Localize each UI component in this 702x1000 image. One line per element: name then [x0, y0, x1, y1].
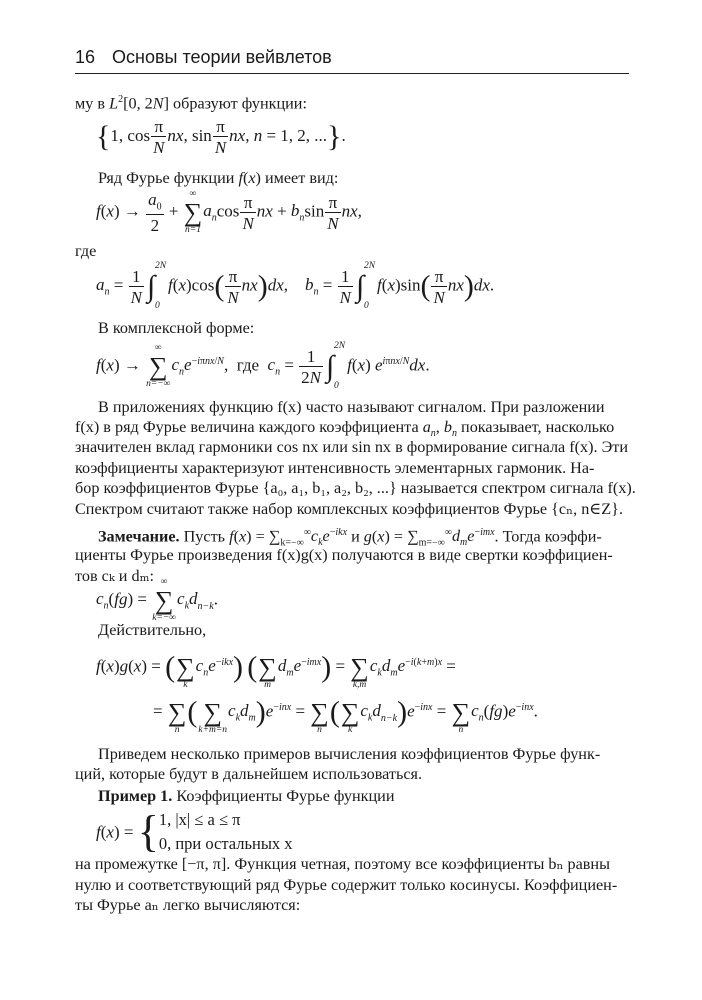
text-line: коэффициенты характеризуют интенсивность элементарных гармоник. На-	[75, 459, 595, 477]
formula-product-line1: f(x)g(x) = ( ∑ k $c_ne^{-ikx}$) ( ∑ m $d_me^{-imx}$) = ∑ k,m $c_kd_me^{-i(k+m)x}$ =	[96, 650, 456, 690]
text-line: Действительно,	[98, 621, 207, 639]
text-line: тов cₖ и dₘ:	[75, 567, 155, 585]
text-line: Приведем несколько примеров вычисления коэффициентов Фурье функ-	[98, 745, 601, 763]
piecewise-case-1: 1, |x| ≤ a ≤ π	[158, 810, 241, 829]
text-line: ты Фурье aₙ легко вычисляются:	[75, 896, 301, 914]
text-line: циенты Фурье произведения f(x)g(x) получаются в виде свертки коэффициен-	[75, 546, 613, 564]
page-number: 16	[75, 47, 96, 67]
header-rule	[75, 73, 629, 74]
text-line: Замечание. Пусть $f(x) = \sum_{k=-\infty}^\infty c_ke^{-ikx}$ и $g(x) = \sum_{m=-\infty}^\infty d_me^{-imx}$. Тогда коэффи-	[98, 527, 602, 549]
text-line: Пример 1. Коэффициенты Фурье функции	[98, 787, 395, 805]
text-line: бор коэффициентов Фурье {a₀, a₁, b₁, a₂, b₂, ...} называется спектром сигнала f(x).	[75, 479, 636, 497]
text-line: ций, которые будут в дальнейшем использоваться.	[75, 765, 423, 783]
text-line: нулю и соответствующий ряд Фурье содержит только косинусы. Коэффициен-	[75, 876, 618, 894]
text-line: f(x) в ряд Фурье величина каждого коэффициента $a_n$, $b_n$ показывает, насколько	[75, 418, 615, 440]
text-line: Спектром считают также набор комплексных коэффициентов Фурье {cₙ, n∈Z}.	[75, 500, 623, 518]
formula-product-line2: = ∑ n ( ∑ k+m=n $c_kd_m)e^{-inx}$ = ∑ n ( ∑ k $c_kd_{n-k})e^{-inx}$ = ∑ n $c_n(fg)e^{-inx}$.	[153, 695, 538, 735]
text-line: В приложениях функцию f(x) часто называют сигналом. При разложении	[98, 398, 605, 416]
formula-coefficients: $a_n$ = $\frac{1}{N}$ 2N ∫ 0 f(x)cos( $\frac{\pi}{N}$ nx)dx, $b_n$ = $\frac{1}{N}$ 2N ∫ 0 f(x)sin( $\frac{\pi}{N}$ nx)dx.	[96, 261, 495, 311]
text-line: где	[75, 242, 97, 260]
text-line: Ряд Фурье функции f(x) имеет вид:	[98, 169, 339, 187]
running-title: Основы теории вейвлетов	[112, 47, 332, 67]
piecewise-case-2: 0, при остальных x	[158, 834, 293, 853]
text-line: на промежутке [−π, π]. Функция четная, поэтому все коэффициенты bₙ равны	[75, 855, 610, 873]
text-line: му в $L^2[0$, 2N] образуют функции:	[75, 94, 307, 113]
formula-convolution: $c_n(fg)$ = ∞ ∑ k=−∞ $c_kd_{n-k}$.	[96, 577, 218, 623]
text-line: значителен вклад гармоники cos nx или sin nx в формирование сигнала f(x). Эти	[75, 438, 629, 456]
formula-set: {1, cos $\frac{\pi}{N}$ nx, sin $\frac{\pi}{N}$ nx, n = 1, 2, ...}.	[96, 117, 346, 157]
formula-complex: f(x) → ∞ ∑ n=−∞ $c_ne^{-i\pi nx/N}$, где $c_n$ = $\frac{1}{2N}$ 2N ∫ 0 f(x) $e^{i\pi nx/N}dx$.	[96, 341, 430, 391]
text-line: В комплексной форме:	[98, 319, 255, 337]
formula-series: f(x) → $\frac{a_0}{2}$ + ∞ ∑ n=1 $a_n\cos$ $\frac{\pi}{N}$ nx + $b_n\sin$ $\frac{\pi}{N}$ nx,	[96, 189, 362, 235]
formula-piecewise: f(x) = { 1, |x| ≤ a ≤ π 0, при остальных x	[96, 807, 293, 856]
